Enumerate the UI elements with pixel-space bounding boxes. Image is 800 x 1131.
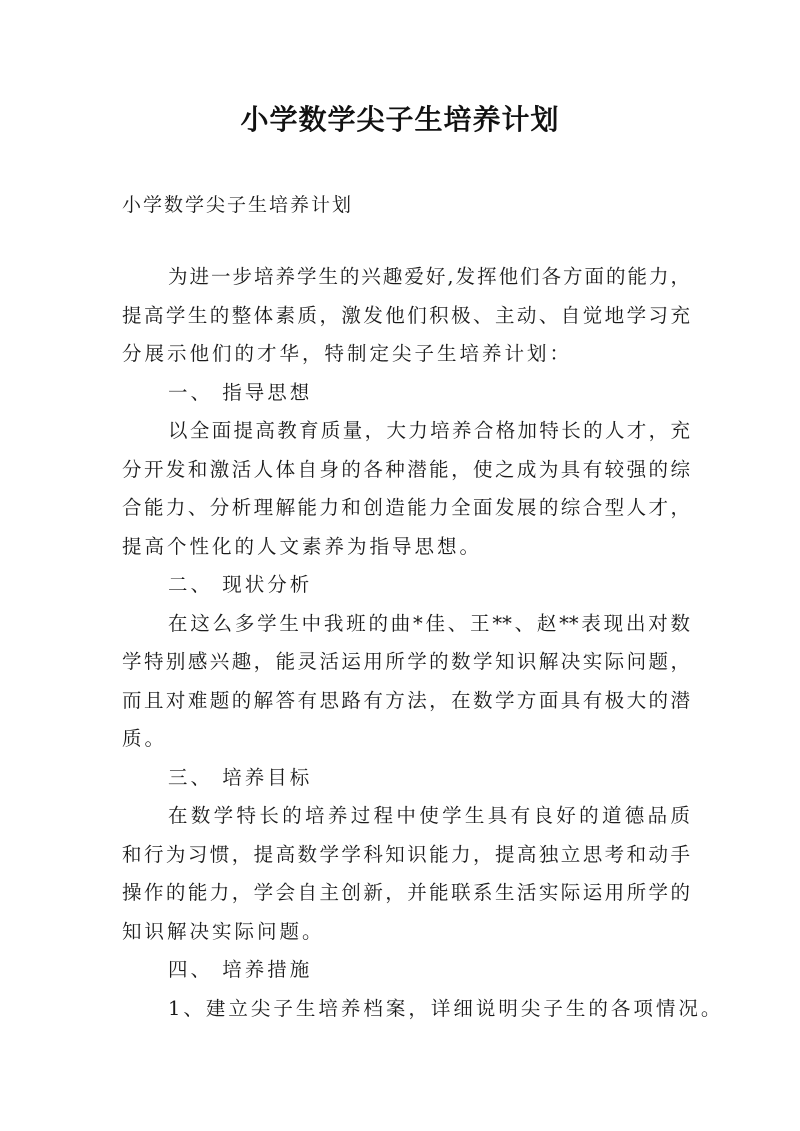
paragraph-line: 提高个性化的人文素养为指导思想。: [122, 534, 483, 558]
paragraph-line: 学特别感兴趣，能灵活运用所学的数学知识解决实际问题，: [122, 650, 690, 673]
paragraph-line: 1、建立尖子生培养档案，详细说明尖子生的各项情况。: [168, 996, 724, 1020]
paragraph-line: 分展示他们的才华，特制定尖子生培养计划：: [122, 342, 573, 365]
paragraph-line: 以全面提高教育质量，大力培养合格加特长的人才，充: [168, 419, 690, 442]
section-heading: 四、 培养措施: [168, 958, 313, 981]
section-heading: 二、 现状分析: [168, 573, 313, 596]
document-title: 小学数学尖子生培养计划: [240, 103, 560, 136]
paragraph-line: 为进一步培养学生的兴趣爱好,发挥他们各方面的能力，: [168, 265, 690, 288]
document-subtitle: 小学数学尖子生培养计划: [122, 194, 354, 216]
paragraph-line: 而且对难题的解答有思路有方法，在数学方面具有极大的潜: [122, 688, 690, 712]
paragraph-line: 合能力、分析理解能力和创造能力全面发展的综合型人才，: [122, 496, 690, 519]
paragraph-line: 分开发和激活人体自身的各种潜能，使之成为具有较强的综: [122, 457, 690, 481]
paragraph-line: 在数学特长的培养过程中使学生具有良好的道德品质: [168, 804, 690, 827]
paragraph-line: 和行为习惯，提高数学学科知识能力，提高独立思考和动手: [122, 842, 690, 866]
paragraph-line: 质。: [122, 727, 168, 750]
section-heading: 一、 指导思想: [168, 380, 313, 404]
document-body: [122, 258, 724, 1028]
paragraph-line: 在这么多学生中我班的曲*佳、王**、赵**表现出对数: [168, 611, 690, 635]
paragraph-line: 提高学生的整体素质，激发他们积极、主动、自觉地学习充: [122, 303, 690, 327]
section-heading: 三、 培养目标: [168, 765, 313, 789]
paragraph-line: 知识解决实际问题。: [122, 919, 325, 943]
paragraph-line: 操作的能力，学会自主创新，并能联系生活实际运用所学的: [122, 881, 690, 904]
